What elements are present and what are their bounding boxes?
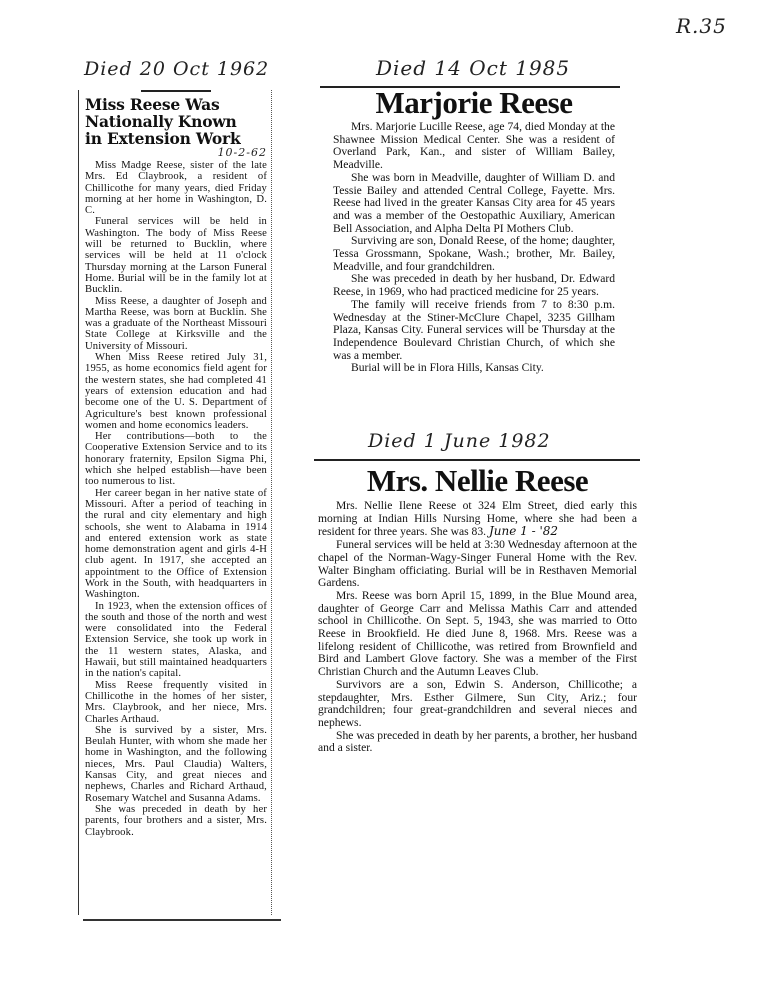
article-paragraph: She was preceded in death by her parents, a brother, her husband and a sister.: [318, 728, 637, 755]
article-paragraph: Surviving are son, Donald Reese, of the home; daughter, Tessa Grossmann, Spokane, Wash.; brother, Mr. Bailey, Meadville, and four grandchildren.: [333, 234, 615, 273]
article-paragraph: Miss Madge Reese, sister of the late Mrs. Ed Claybrook, a resident of Chillicothe for many years, died Friday morning at her home in Washington, D. C.: [85, 160, 267, 217]
article-paragraph: [318, 500, 637, 539]
article-paragraph: Survivors are a son, Edwin S. Anderson, Chillicothe; a stepdaughter, Mrs. Esther Gilmere, Sun City, Ariz.; four grandchildren; four great-grandchildren and several nieces and nephews.: [318, 677, 637, 729]
obituary-clipping-nellie-reese: [318, 462, 637, 755]
article-paragraph: Miss Reese, a daughter of Joseph and Martha Reese, was born at Bucklin. She was a graduate of the Northeast Missouri State College at Kirksville and the University of Missouri.: [85, 295, 267, 352]
headline-nellie-reese: Mrs. Nellie Reese: [366, 463, 589, 498]
archive-reference-mark: R.35: [676, 14, 727, 38]
article-paragraph: In 1923, when the extension offices of the south and those of the north and west were consolidated into the Federal Extension Service, she took up work in the 11 western states, Alaska, and Hawaii, but still maintained headquarters in the nation's capital.: [85, 600, 267, 680]
headline-line: Nationally Known: [85, 112, 237, 131]
article-body-madge: [85, 160, 267, 838]
article-paragraph: Miss Reese frequently visited in Chillicothe in the homes of her sister, Mrs. Claybrook, and her niece, Mrs. Charles Arthaud.: [85, 679, 267, 725]
headline-line: in Extension Work: [85, 129, 241, 148]
article-body-nellie: [318, 500, 637, 755]
article-paragraph: Mrs. Reese was born April 15, 1899, in the Blue Mound area, daughter of George Carr and Melissa Mathis Carr and attended school in Chillicothe. On Sept. 5, 1943, she was married to Otto Reese in Brookfield. He died June 8, 1968. Mrs. Reese was a lifelong resident of Chillicothe, was retired from Brownfield and Bird and Lambert Glove factory. She was a member of the First Christian Church and the Autumn Leaves Club.: [318, 588, 637, 679]
article-paragraph: She is survived by a sister, Mrs. Beulah Hunter, with whom she made her home in Washington, and the following nieces, Mrs. Paul Claudia) Walters, Kansas City, and great nieces and nephews, Charles and Richard Arthaud, Rosemary Watchel and Susanna Adams.: [85, 724, 267, 804]
article-body-marjorie: [333, 121, 615, 375]
clipping-top-rule: [141, 90, 211, 92]
article-paragraph: Funeral services will be held at 3:30 Wednesday afternoon at the chapel of the Norman-Wagy-Singer Funeral Home with the Rev. Walter Bingham officiating. Burial will be in Resthaven Memorial Gardens.: [318, 538, 637, 590]
handwritten-death-date-marjorie: Died 14 Oct 1985: [376, 56, 571, 80]
clipping-bottom-rule: [83, 919, 281, 921]
article-paragraph: She was preceded in death by her husband, Dr. Edward Reese, in 1969, who had practiced medicine for 25 years.: [333, 272, 615, 299]
headline-marjorie-reese: Marjorie Reese: [375, 85, 573, 120]
article-paragraph: Her contributions—both to the Cooperative Extension Service and to its honorary fraternity, Epsilon Sigma Phi, which she helped establish—have been too numerous to list.: [85, 431, 267, 488]
article-paragraph: Her career began in her native state of Missouri. After a period of teaching in the rural and city elementary and high schools, she went to Alabama in 1914 and entered extension work as state home demonstration agent and girls 4-H club agent. In 1917, she accepted an appointment to the Office of Extension Work in the South, with headquarters in Washington.: [85, 487, 267, 601]
article-paragraph: Funeral services will be held in Washington. The body of Miss Reese will be returned to Bucklin, where services will be held at 11 o'clock Thursday morning at the Larson Funeral Home. Burial will be in the family lot at Bucklin.: [85, 216, 267, 296]
article-paragraph: Mrs. Marjorie Lucille Reese, age 74, died Monday at the Shawnee Mission Medical Center. She was a resident of Overland Park, Kan., and sister of William Bailey, Meadville.: [333, 120, 615, 172]
article-paragraph-text: Mrs. Nellie Ilene Reese ot 324 Elm Street, died early this morning at Indian Hills Nursing Home, where she had been a resident for three years. She was 83.: [318, 499, 637, 539]
article-paragraph: The family will receive friends from 7 to 8:30 p.m. Wednesday at the Stiner-McClure Chapel, 3235 Gillham Plaza, Kansas City. Funeral services will be Thursday at the Independence Boulevard Christian Church, of which she was a member.: [333, 297, 615, 362]
handwritten-note-nellie: June 1 - '82: [488, 524, 559, 539]
handwritten-note-madge: 10-2-62: [217, 146, 267, 159]
article-paragraph: She was born in Meadville, daughter of William D. and Tessie Bailey and attended Central College, Fayette. Mrs. Reese had lived in the greater Kansas City area for 45 years and was a member of the Oestopathic Auxiliary, American Bell Association, and Alpha Delta PI Mothers Club.: [333, 170, 615, 235]
headline-line: Miss Reese Was: [85, 95, 220, 114]
article-paragraph: She was preceded in death by her parents, four brothers and a sister, Mrs. Claybrook.: [85, 803, 267, 838]
obituary-clipping-marjorie-reese: [333, 85, 615, 375]
obituary-clipping-madge-reese: [78, 90, 272, 915]
article-paragraph: Burial will be in Flora Hills, Kansas City.: [351, 361, 544, 375]
article-paragraph: When Miss Reese retired July 31, 1955, as home economics field agent for the western states, she had completed 41 years of extension education and had become one of the U. S. Department of Agriculture's best known professional women and home economics leaders.: [85, 352, 267, 431]
clipping-top-rule: [314, 459, 640, 461]
handwritten-death-date-nellie: Died 1 June 1982: [368, 430, 551, 452]
handwritten-death-date-madge: Died 20 Oct 1962: [84, 58, 270, 80]
headline-madge-reese: [85, 96, 267, 147]
